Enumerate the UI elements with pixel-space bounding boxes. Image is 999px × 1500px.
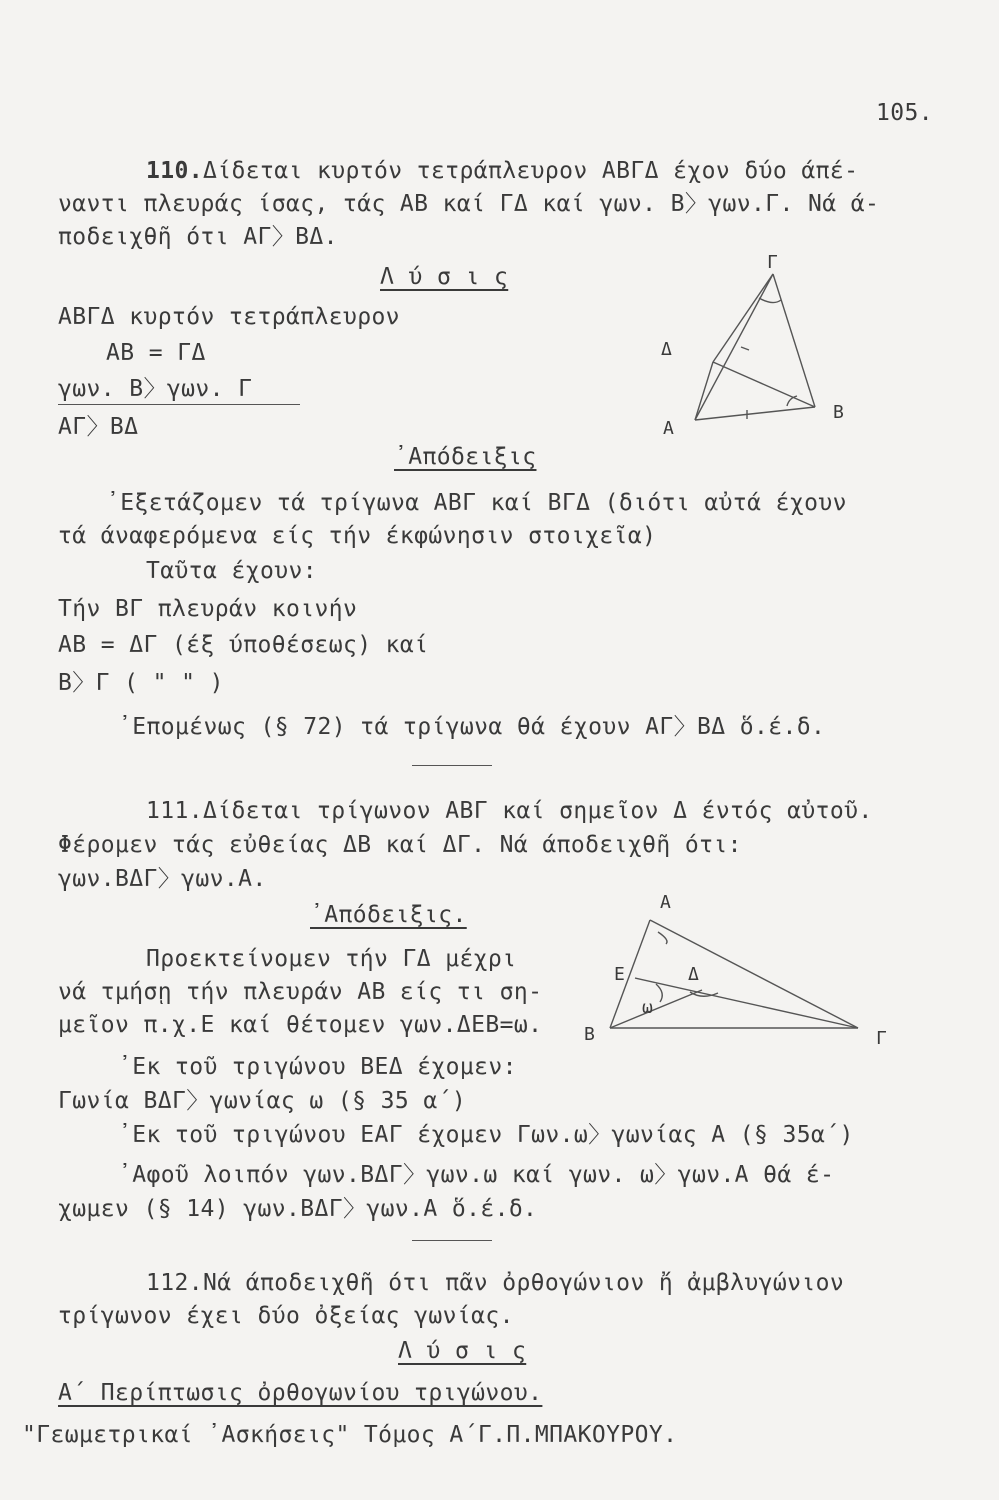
given-2: ΑΒ = ΓΔ (106, 340, 206, 366)
given-divider (58, 404, 300, 405)
side-ab (695, 407, 815, 420)
problem-111-number: 111. (146, 798, 203, 824)
angle-g-arc (759, 298, 781, 303)
proof-111-line-3: μεῖον π.χ.Ε καί θέτομεν γων.ΔΕΒ=ω. (58, 1012, 543, 1038)
solution-heading-112: Λ ύ σ ι ς (398, 1338, 527, 1364)
angle-omega-arc (656, 984, 662, 1002)
side-gb (773, 274, 815, 407)
line-bd (610, 990, 702, 1028)
problem-112-line-1: Νά άποδειχθῆ ότι πᾶν ὀρθογώνιον ἤ ἀμβλυγώνιον (203, 1270, 845, 1296)
proof-111-line-4: ᾿Εκ τοῦ τριγώνου ΒΕΔ έχομεν: (118, 1054, 517, 1080)
proof-111-line-1: Προεκτείνομεν τήν ΓΔ μέχρι (146, 946, 517, 972)
problem-111-line-1: Δίδεται τρίγωνον ΑΒΓ καί σημεῖον Δ έντός αὐτοῦ. (203, 798, 873, 824)
side-gd (713, 274, 773, 362)
proof-110-line-2: τά άναφερόμενα είς τήν έκφώνησιν στοιχεῖα) (58, 523, 657, 549)
label-g-111: Γ (876, 1028, 887, 1049)
label-d: Δ (661, 339, 672, 360)
problem-111-line-3: γων.ΒΔΓ〉γων.Α. (58, 866, 267, 892)
label-omega: ω (642, 997, 653, 1018)
label-d-111: Δ (688, 964, 699, 985)
label-a-111: Α (660, 892, 671, 913)
proof-111-line-8: χωμεν (§ 14) γων.ΒΔΓ〉γων.Α ὅ.έ.δ. (58, 1196, 538, 1222)
proof-110-line-4: Τήν ΒΓ πλευράν κοινήν (58, 596, 358, 622)
tick-gd (741, 347, 749, 350)
section-divider-2 (412, 1240, 492, 1241)
proof-111-line-2: νά τμήσῃ τήν πλευράν ΑΒ είς τι ση- (58, 979, 543, 1005)
proof-heading-110: ᾿Απόδειξις (394, 444, 537, 470)
proof-110-line-1: ᾿Εξετάζομεν τά τρίγωνα ΑΒΓ καί ΒΓΔ (διότι αὐτά έχουν (106, 490, 847, 516)
problem-110-line-1: Δίδεται κυρτόν τετράπλευρον ΑΒΓΔ έχον δύο άπέ- (203, 158, 859, 184)
proof-111-line-5: Γωνία ΒΔΓ〉γωνίας ω (§ 35 α΄) (58, 1088, 467, 1114)
problem-111-line-2: Φέρομεν τάς εὐθείας ΔΒ καί ΔΓ. Νά άποδειχθῆ ότι: (58, 832, 742, 858)
section-divider-1 (412, 765, 492, 766)
proof-110-line-3: Ταῦτα έχουν: (146, 558, 317, 584)
side-ag-111 (650, 920, 858, 1028)
quadrilateral-figure (655, 252, 855, 452)
label-b-111: Β (584, 1024, 595, 1045)
problem-112-number: 112. (146, 1270, 203, 1296)
given-1: ΑΒΓΔ κυρτόν τετράπλευρον (58, 304, 400, 330)
angle-a-arc (658, 932, 667, 944)
proof-110-line-6: Β〉Γ ( " " ) (58, 670, 224, 696)
problem-112-line-2: τρίγωνον έχει δύο ὀξείας γωνίας. (58, 1303, 514, 1329)
page-number: 105. (876, 100, 933, 126)
label-a: Α (663, 418, 674, 439)
footer-citation: "Γεωμετρικαί ᾿Ασκήσεις" Τόμος Α΄Γ.Π.ΜΠΑΚΟΥΡΟΥ. (22, 1422, 678, 1448)
angle-b-arc (787, 396, 797, 406)
proof-heading-111: ᾿Απόδειξις. (310, 902, 467, 928)
label-g: Γ (767, 252, 778, 273)
problem-110-number: 110. (146, 158, 203, 184)
solution-heading-110: Λ ύ σ ι ς (380, 264, 509, 290)
side-ag (695, 274, 773, 420)
proof-111-line-7: ᾿Αφοῦ λοιπόν γων.ΒΔΓ〉γων.ω καί γων. ω〉γων.Α θά έ- (118, 1162, 835, 1188)
label-b: Β (833, 402, 844, 423)
proof-111-line-6: ᾿Εκ τοῦ τριγώνου ΕΑΓ έχομεν Γων.ω〉γωνίας Α (§ 35α΄) (118, 1122, 854, 1148)
line-eg (635, 978, 858, 1028)
given-3: γων. Β〉γων. Γ (58, 376, 253, 402)
problem-110-line-2: ναντι πλευράς ίσας, τάς ΑΒ καί ΓΔ καί γων. Β〉γων.Γ. Νά ά- (58, 191, 880, 217)
label-e-111: Ε (614, 964, 625, 985)
case-a-heading: Α΄ Περίπτωσις ὀρθογωνίου τριγώνου. (58, 1380, 543, 1406)
proof-110-line-5: ΑΒ = ΔΓ (έξ ύποθέσεως) καί (58, 632, 429, 658)
to-prove: ΑΓ〉ΒΔ (58, 414, 139, 440)
triangle-figure (580, 880, 900, 1055)
diagonal-db (713, 362, 815, 407)
problem-110-line-3: ποδειχθῆ ότι ΑΓ〉ΒΔ. (58, 224, 338, 250)
proof-110-line-7: ᾿Επομένως (§ 72) τά τρίγωνα θά έχουν ΑΓ〉ΒΔ ὅ.έ.δ. (118, 714, 826, 740)
